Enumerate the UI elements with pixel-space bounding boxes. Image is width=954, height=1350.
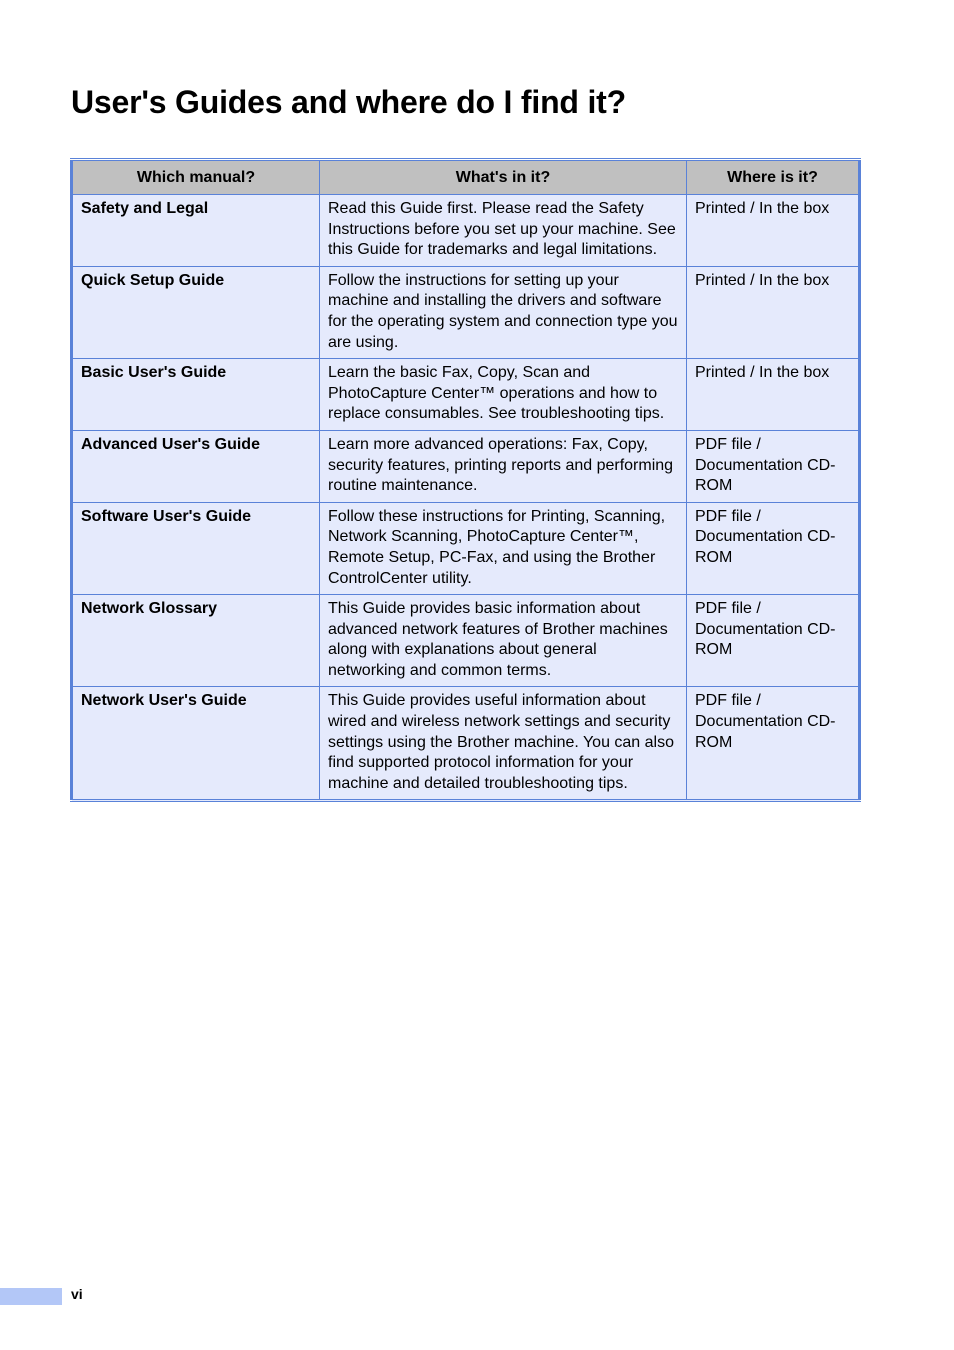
manual-name-cell: Safety and Legal — [72, 195, 320, 267]
manual-name-cell: Software User's Guide — [72, 502, 320, 594]
manual-location-cell: PDF file / Documentation CD-ROM — [687, 430, 860, 502]
table-row — [72, 195, 860, 267]
manual-content-cell: This Guide provides basic information about advanced network features of Brother machines along with explanations about general networking and common terms. — [320, 595, 687, 687]
manual-name-cell: Network Glossary — [72, 595, 320, 687]
manual-name-cell: Advanced User's Guide — [72, 430, 320, 502]
footer-tab-marker — [0, 1288, 62, 1305]
manual-content-cell: Learn the basic Fax, Copy, Scan and PhotoCapture Center™ operations and how to replace consumables. See troubleshooting tips. — [320, 359, 687, 431]
table-row — [72, 359, 860, 431]
table-row — [72, 595, 860, 687]
manual-location-cell: PDF file / Documentation CD-ROM — [687, 502, 860, 594]
users-guides-table — [70, 158, 861, 802]
manual-name-cell: Quick Setup Guide — [72, 266, 320, 358]
manual-content-cell: This Guide provides useful information about wired and wireless network settings and security settings using the Brother machine. You can also find supported protocol information for your machine and detailed troubleshooting tips. — [320, 687, 687, 801]
manual-location-cell: Printed / In the box — [687, 359, 860, 431]
manual-location-cell: Printed / In the box — [687, 266, 860, 358]
table-row — [72, 266, 860, 358]
manual-name-cell: Basic User's Guide — [72, 359, 320, 431]
page-number: vi — [71, 1286, 83, 1302]
manual-content-cell: Follow these instructions for Printing, Scanning, Network Scanning, PhotoCapture Center™, Remote Setup, PC-Fax, and using the Brother ControlCenter utility. — [320, 502, 687, 594]
table-row — [72, 687, 860, 801]
table-row — [72, 430, 860, 502]
column-header-which-manual: Which manual? — [72, 160, 320, 195]
manual-content-cell: Read this Guide first. Please read the Safety Instructions before you set up your machine. See this Guide for trademarks and legal limitations. — [320, 195, 687, 267]
manual-name-cell: Network User's Guide — [72, 687, 320, 801]
manual-location-cell: PDF file / Documentation CD-ROM — [687, 687, 860, 801]
manual-content-cell: Follow the instructions for setting up your machine and installing the drivers and software for the operating system and connection type you are using. — [320, 266, 687, 358]
manual-location-cell: PDF file / Documentation CD-ROM — [687, 595, 860, 687]
manual-location-cell: Printed / In the box — [687, 195, 860, 267]
column-header-whats-in-it: What's in it? — [320, 160, 687, 195]
table-header-row — [72, 160, 860, 195]
table-row — [72, 502, 860, 594]
column-header-where-is-it: Where is it? — [687, 160, 860, 195]
manual-content-cell: Learn more advanced operations: Fax, Copy, security features, printing reports and performing routine maintenance. — [320, 430, 687, 502]
page-title: User's Guides and where do I find it? — [71, 84, 626, 120]
